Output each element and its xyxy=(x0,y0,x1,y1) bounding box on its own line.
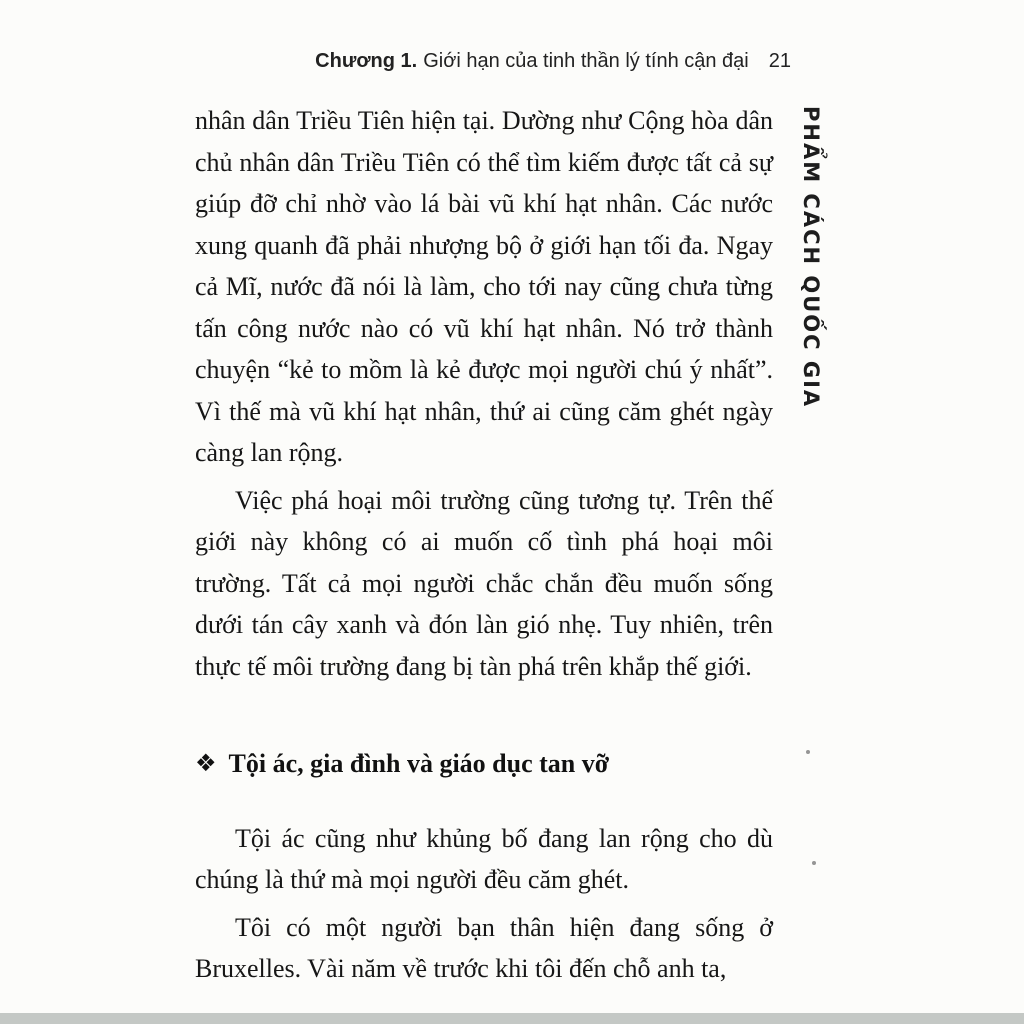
running-header xyxy=(195,50,791,73)
paragraph: nhân dân Triều Tiên hiện tại. Dường như Cộng hòa dân chủ nhân dân Triều Tiên có thể tìm kiếm được tất cả sự giúp đỡ chỉ nhờ vào lá bài vũ khí hạt nhân. Các nước xung quanh đã phải nhượng bộ ở giới hạn tối đa. Ngay cả Mĩ, nước đã nói là làm, cho tới nay cũng chưa từng tấn công nước nào có vũ khí hạt nhân. Nó trở thành chuyện “kẻ to mồm là kẻ được mọi người chú ý nhất”. Vì thế mà vũ khí hạt nhân, thứ ai cũng căm ghét ngày càng lan rộng. xyxy=(195,106,773,467)
scan-edge-strip xyxy=(0,1013,1024,1024)
body-text xyxy=(195,100,773,990)
paragraph: Tội ác cũng như khủng bố đang lan rộng cho dù chúng là thứ mà mọi người đều căm ghét. xyxy=(195,823,773,894)
paragraph: Tôi có một người bạn thân hiện đang sống ở Bruxelles. Vài năm về trước khi tôi đến chỗ anh ta, xyxy=(195,912,773,983)
ornament-diamond-icon: ❖ xyxy=(195,749,217,777)
section-heading xyxy=(195,743,773,786)
page-number: 21 xyxy=(768,50,791,72)
side-book-title: PHẨM CÁCH QUỐC GIA xyxy=(799,106,823,409)
scan-speck xyxy=(812,861,816,865)
scan-speck xyxy=(806,750,810,754)
section-title: Tội ác, gia đình và giáo dục tan vỡ xyxy=(228,749,610,778)
chapter-title: Giới hạn của tinh thần lý tính cận đại xyxy=(423,50,749,72)
chapter-label: Chương 1. xyxy=(315,50,418,72)
paragraph: Việc phá hoại môi trường cũng tương tự. Trên thế giới này không có ai muốn cố tình phá hoại môi trường. Tất cả mọi người chắc chắn đều muốn sống dưới tán cây xanh và đón làn gió nhẹ. Tuy nhiên, trên thực tế môi trường đang bị tàn phá trên khắp thế giới. xyxy=(195,485,773,681)
